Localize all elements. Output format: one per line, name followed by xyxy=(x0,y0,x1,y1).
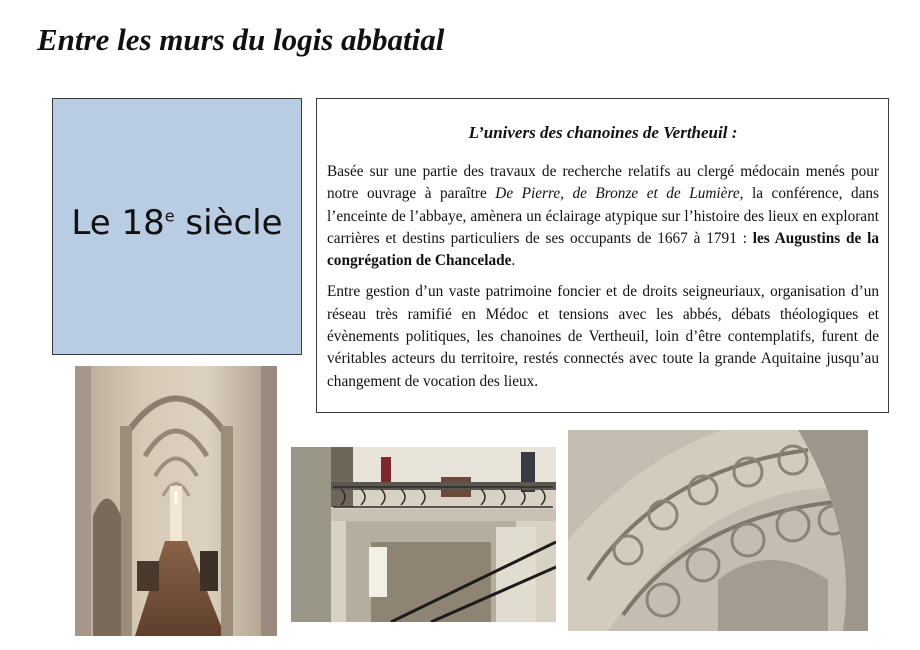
century-box xyxy=(52,98,302,355)
description-heading: L’univers des chanoines de Vertheuil : xyxy=(468,123,738,142)
nave-photo xyxy=(75,366,277,636)
century-label: Le 18e siècle xyxy=(71,202,283,243)
description-box xyxy=(316,98,889,413)
description-paragraph-1: Basée sur une partie des travaux de recherche relatifs au clergé médocain menés pour notre ouvrage à paraître De Pierre, de Bronze et de Lumière, la conférence, dans l’enceinte de l’abbaye, amènera un éclairage atypique sur l’histoire des lieux en explorant carrières et destins particuliers de ses occupants de 1667 à 1791 : les Augustins de la congrégation de Chancelade. xyxy=(327,163,879,270)
description-paragraph-2: Entre gestion d’un vaste patrimoine foncier et de droits seigneuriaux, organisation d’un réseau très ramifié en Médoc et tensions avec les abbés, débats théologiques et évènements politiques, les chanoines de Vertheuil, loin d’être contemplatifs, furent de véritables acteurs du territoire, restés connectés avec toute la grande Aquitaine jusqu’au changement de vocation des lieux. xyxy=(327,283,879,390)
page-title: Entre les murs du logis abbatial xyxy=(37,22,445,57)
gallery-photo xyxy=(291,447,556,622)
carving-photo xyxy=(568,430,868,631)
